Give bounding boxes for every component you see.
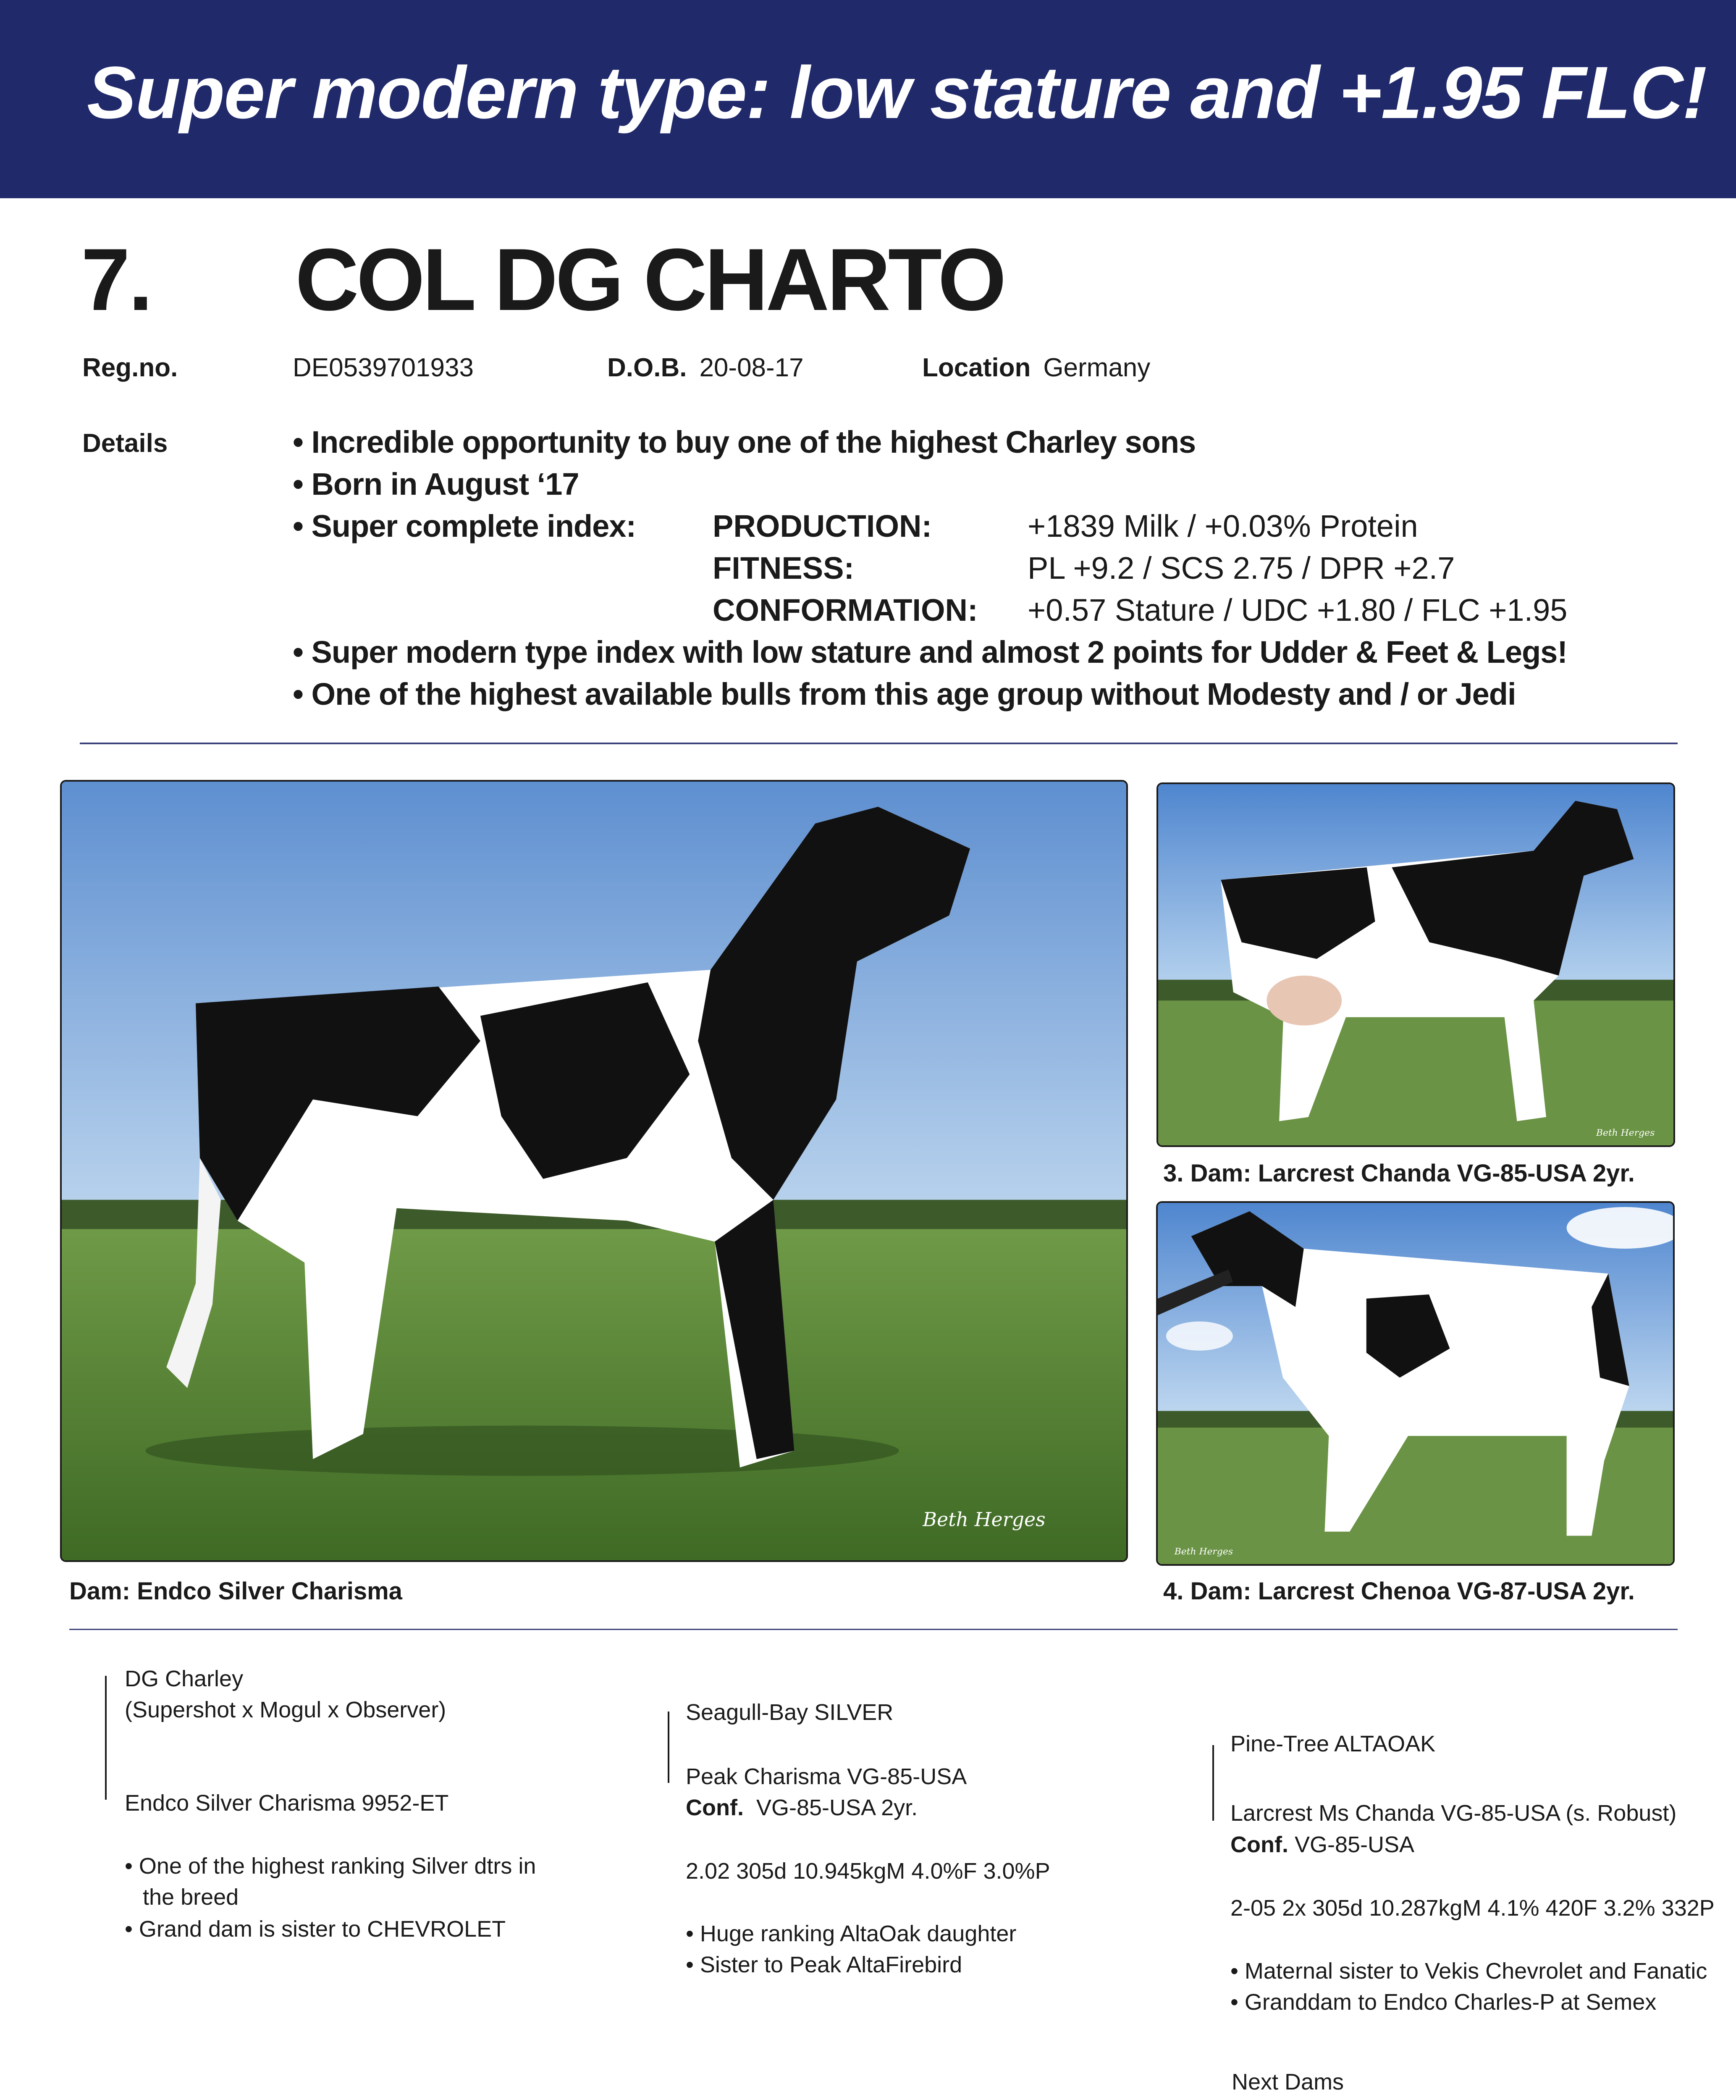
col1-note: • One of the highest ranking Silver dtrs in: [125, 1853, 536, 1879]
col2-conf: Conf. VG-85-USA 2yr.: [686, 1795, 918, 1820]
col3-note: • Maternal sister to Vekis Chevrolet and Fanatic: [1230, 1958, 1707, 1984]
index-value-production: +1839 Milk / +0.03% Protein: [1028, 509, 1418, 543]
divider: [69, 1629, 1678, 1630]
col2-record: 2.02 305d 10.945kgM 4.0%F 3.0%P: [686, 1858, 1050, 1884]
detail-bullet: • Born in August ‘17: [293, 467, 579, 501]
lot-number: 7.: [81, 230, 152, 329]
top-right-photo: [1156, 782, 1675, 1147]
index-value-conformation: +0.57 Stature / UDC +1.80 / FLC +1.95: [1028, 593, 1568, 627]
col3-dam: Larcrest Ms Chanda VG-85-USA (s. Robust): [1230, 1801, 1677, 1826]
headline: Super modern type: low stature and +1.95 FLC!: [87, 52, 1707, 134]
next-dams-title: Next Dams: [1232, 2069, 1344, 2095]
col1-note: • Grand dam is sister to CHEVROLET: [125, 1916, 506, 1942]
detail-bullet: • Super modern type index with low stature and almost 2 points for Udder & Feet & Legs!: [293, 635, 1567, 669]
cow-photo-main-icon: [62, 782, 1126, 1560]
col1-dam: Endco Silver Charisma 9952-ET: [125, 1790, 449, 1816]
cow-photo-dam3-icon: [1158, 784, 1673, 1145]
main-photo: [60, 780, 1128, 1562]
photo-signature: Beth Herges: [1596, 1128, 1655, 1139]
reg-value: DE0539701933: [293, 353, 474, 382]
detail-bullet: • Super complete index:: [293, 509, 636, 543]
index-label-fitness: FITNESS:: [713, 551, 855, 585]
bull-name: COL DG CHARTO: [295, 230, 1004, 329]
detail-bullet: • Incredible opportunity to buy one of the highest Charley sons: [293, 425, 1196, 459]
pedigree-bracket: [668, 1712, 669, 1783]
col1-note: the breed: [143, 1885, 239, 1910]
dob: D.O.B. 20-08-17: [607, 353, 804, 382]
index-value-fitness: PL +9.2 / SCS 2.75 / DPR +2.7: [1028, 551, 1455, 585]
col3-note: • Granddam to Endco Charles-P at Semex: [1230, 1990, 1657, 2015]
bottom-right-photo: [1156, 1201, 1675, 1566]
location: Location Germany: [922, 353, 1151, 382]
reg-label: Reg.no.: [82, 353, 178, 382]
col2-dam: Peak Charisma VG-85-USA: [686, 1764, 967, 1789]
col2-note: • Sister to Peak AltaFirebird: [686, 1952, 962, 1977]
pedigree-bracket: [105, 1676, 107, 1800]
col1-sire: DG Charley: [125, 1666, 244, 1691]
bottom-right-photo-caption: 4. Dam: Larcrest Chenoa VG-87-USA 2yr.: [1163, 1578, 1635, 1605]
col3-sire: Pine-Tree ALTAOAK: [1230, 1731, 1436, 1756]
col3-record: 2-05 2x 305d 10.287kgM 4.1% 420F 3.2% 332P: [1230, 1895, 1715, 1921]
detail-bullet: • One of the highest available bulls from this age group without Modesty and / or Jedi: [293, 677, 1516, 711]
details-label: Details: [82, 429, 168, 458]
col2-note: • Huge ranking AltaOak daughter: [686, 1921, 1017, 1946]
photo-signature: Beth Herges: [923, 1508, 1046, 1531]
cow-photo-dam4-icon: [1158, 1203, 1673, 1564]
top-right-photo-caption: 3. Dam: Larcrest Chanda VG-85-USA 2yr.: [1163, 1160, 1635, 1187]
col1-sire-line: (Supershot x Mogul x Observer): [125, 1697, 446, 1722]
col2-sire: Seagull-Bay SILVER: [686, 1700, 894, 1725]
main-photo-caption: Dam: Endco Silver Charisma: [69, 1578, 402, 1605]
photo-signature: Beth Herges: [1174, 1546, 1233, 1557]
divider: [80, 743, 1678, 744]
pedigree-bracket: [1212, 1745, 1214, 1821]
index-label-conformation: CONFORMATION:: [713, 593, 978, 627]
index-label-production: PRODUCTION:: [713, 509, 932, 543]
col3-conf: Conf. VG-85-USA: [1230, 1832, 1415, 1857]
